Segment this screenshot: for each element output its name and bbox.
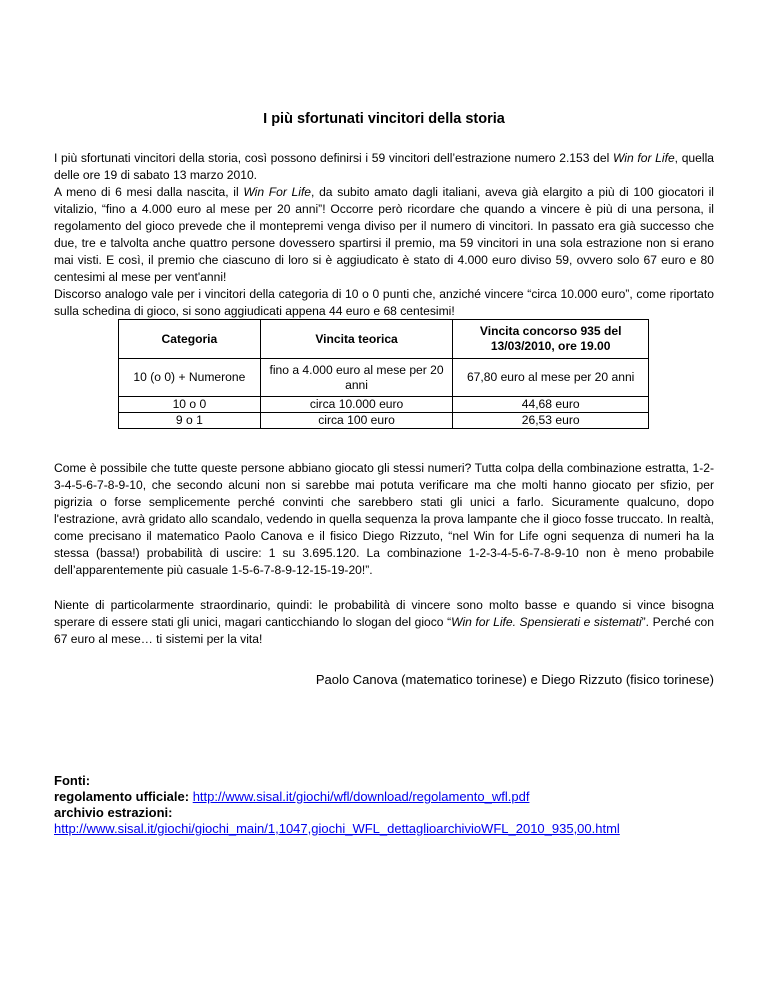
archivio-link[interactable]: http://www.sisal.it/giochi/giochi_main/1,1047,giochi_WFL_dettaglioarchivioWFL_2010_935,00.html [54, 821, 620, 836]
source-label-archivio: archivio estrazioni: [54, 805, 173, 820]
game-name-emphasis: Win For Life [243, 185, 312, 199]
explanation-paragraph: Come è possibile che tutte queste persone abbiano giocato gli stessi numeri? Tutta colpa della combinazione estratta, 1-2-3-4-5-6-7-8-9-10, che secondo alcuni non si sarebbe mai potuta verificare ma che molti hanno giocato per sfizio, per pigrizia o forse semplicemente perché convinti che sarebbero stati gli unici a farlo. Sicuramente qualcuno, dopo l'estrazione, avrà gridato allo scandalo, vedendo in quella sequenza la prova lampante che il gioco fosse truccato. In realtà, come precisano il matematico Paolo Canova e il fisico Diego Rizzuto, “nel Win for Life ogni sequenza di numeri ha la stessa (bassa!) probabilità di uscire: 1 su 3.695.120. La combinazione 1-2-3-4-5-6-7-8-9-10 non è meno probabile dell’apparentemente più casuale 1-5-6-7-8-9-12-15-19-20!”. [54, 461, 714, 577]
intro-paragraph [54, 150, 714, 320]
intro-sentence-2: A meno di 6 mesi dalla nascita, il Win For Life, da subito amato dagli italiani, aveva già elargito a più di 100 giocatori il vitalizio, “fino a 4.000 euro al mese per 20 anni”! Occorre però ricordare che quando a vincere è più di una persona, il regolamento del gioco prevede che il montepremi venga diviso per il numero di vincitori. In passato era già successo che due, tre e talvolta anche quattro persone dovessero spartirsi il premio, ma 59 vincitori in una sola estrazione non si erano mai visti. E così, il premio che ciascuno di loro si è aggiudicato è stato di 4.000 euro diviso 59, ovvero solo 67 euro e 80 centesimi al mese per vent'anni! [54, 185, 714, 284]
game-name-emphasis: Win for Life [612, 151, 675, 165]
table-cell: fino a 4.000 euro al mese per 20 anni [260, 359, 453, 397]
header-categoria: Categoria [119, 320, 261, 359]
table-cell: 10 (o 0) + Numerone [119, 359, 261, 397]
table-header-row [119, 320, 649, 359]
table-cell: 44,68 euro [453, 397, 649, 413]
article-title: I più sfortunati vincitori della storia [263, 111, 505, 127]
author-signature: Paolo Canova (matematico torinese) e Diego Rizzuto (fisico torinese) [315, 672, 714, 687]
header-vincita-teorica: Vincita teorica [260, 320, 453, 359]
table-cell: 67,80 euro al mese per 20 anni [453, 359, 649, 397]
conclusion-paragraph: Niente di particolarmente straordinario, quindi: le probabilità di vincere sono molto basse e quando si vince bisogna sperare di essere stati gli unici, magari canticchiando lo slogan del gioco “Win for Life. Spensierati e sistemati”. Perché con 67 euro al mese… ti sistemi per la vita! [54, 598, 714, 646]
prize-table [118, 319, 649, 429]
slogan-emphasis: Win for Life. Spensierati e sistemati [451, 615, 642, 629]
sources-heading: Fonti: [54, 773, 91, 788]
regolamento-link[interactable]: http://www.sisal.it/giochi/wfl/download/regolamento_wfl.pdf [192, 789, 530, 804]
table-row [119, 397, 649, 413]
sources-section [54, 773, 754, 837]
source-label-regolamento: regolamento ufficiale: [54, 789, 190, 804]
table-cell: 10 o 0 [119, 397, 261, 413]
intro-sentence-1: I più sfortunati vincitori della storia, così possono definirsi i 59 vincitori dell’estrazione numero 2.153 del Win for Life, quella delle ore 19 di sabato 13 marzo 2010. [54, 151, 714, 182]
table-cell: 26,53 euro [453, 413, 649, 429]
table-row [119, 359, 649, 397]
header-vincita-concorso: Vincita concorso 935 del 13/03/2010, ore 19.00 [453, 320, 649, 359]
table-row [119, 413, 649, 429]
table-cell: circa 10.000 euro [260, 397, 453, 413]
table-cell: 9 o 1 [119, 413, 261, 429]
table-cell: circa 100 euro [260, 413, 453, 429]
intro-sentence-3: Discorso analogo vale per i vincitori della categoria di 10 o 0 punti che, anziché vincere “circa 10.000 euro”, come riportato sulla schedina di gioco, si sono aggiudicati appena 44 euro e 68 centesimi! [54, 287, 714, 318]
